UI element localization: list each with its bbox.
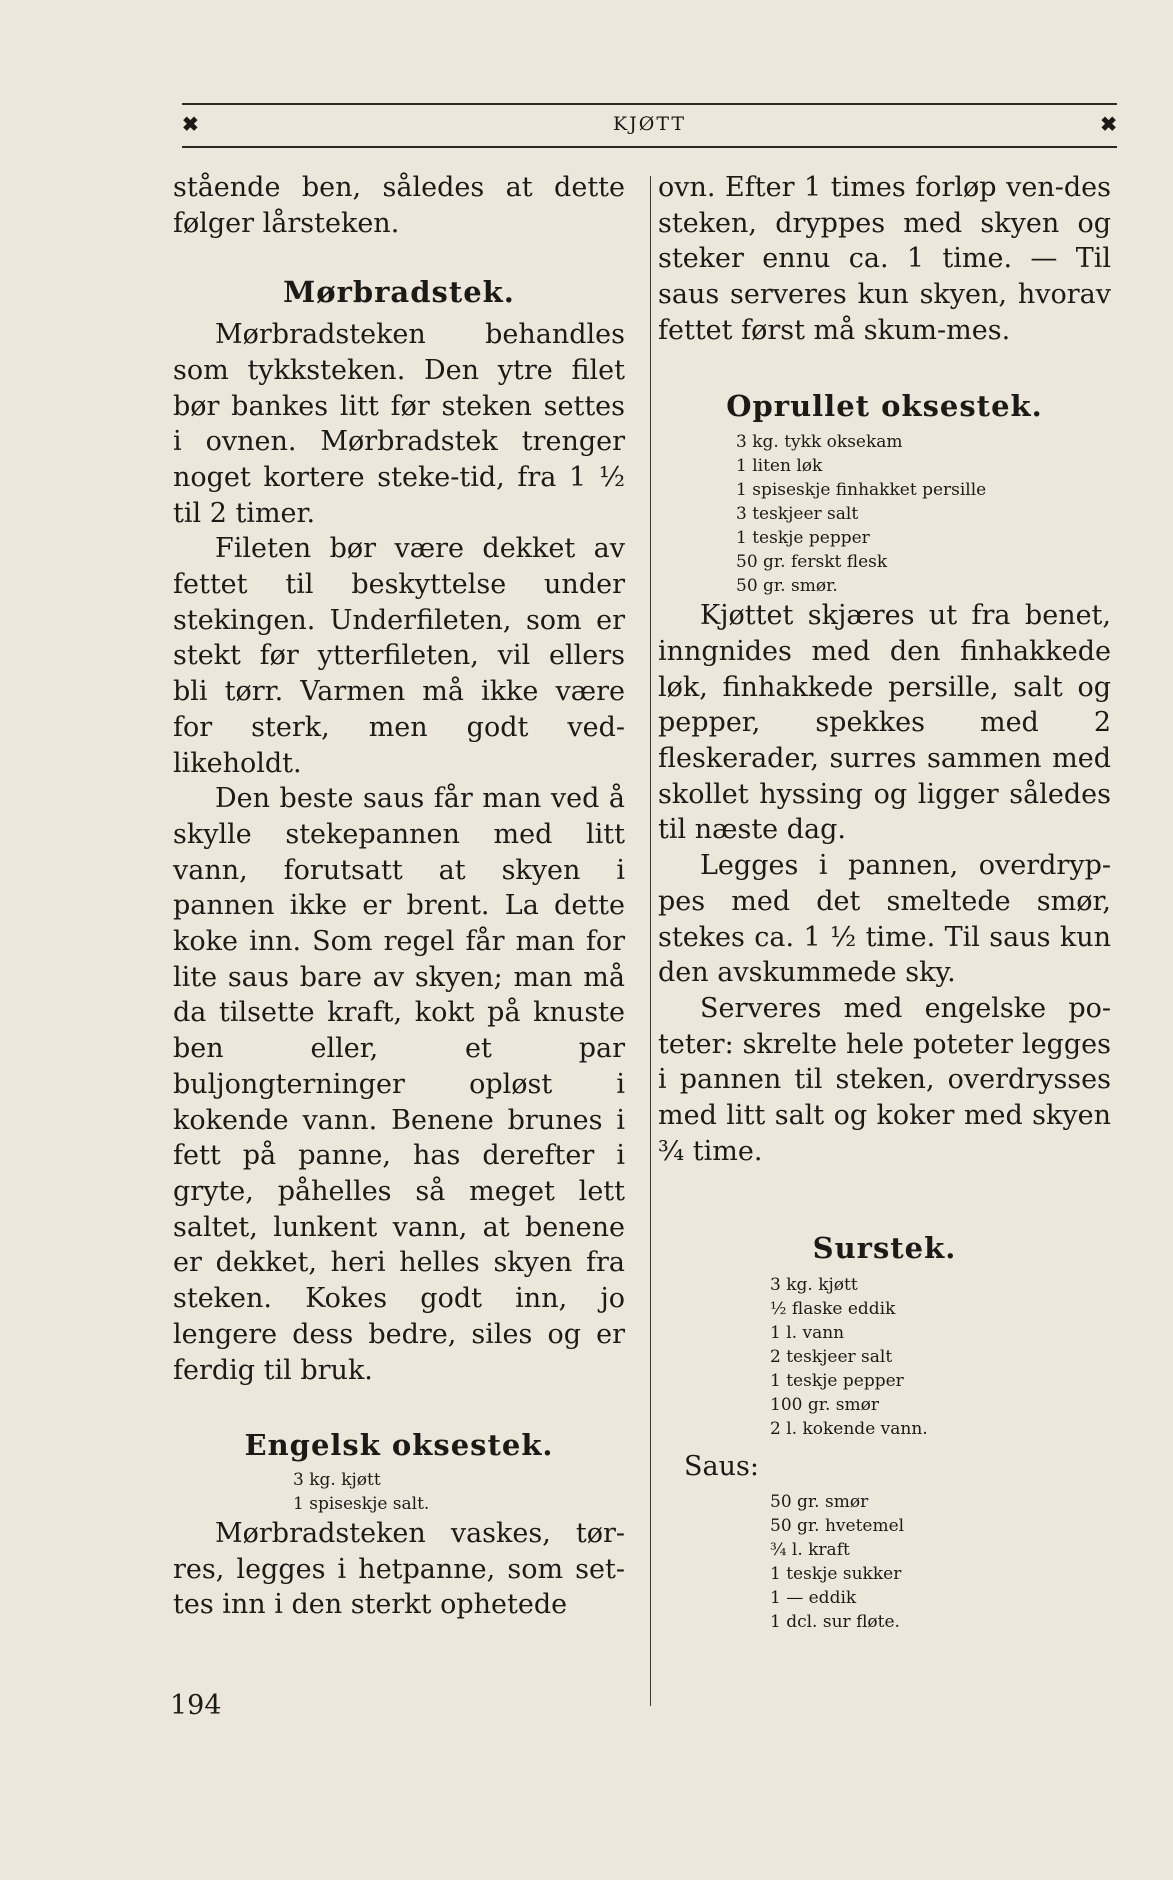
left-column xyxy=(173,170,625,1623)
paragraph-oprullet-2: Legges i pannen, overdryp-pes med det smeltede smør, stekes ca. 1 ½ time. Til saus kun den avskummede sky. xyxy=(658,850,1111,989)
paragraph-morbrad-1: Mørbradsteken behandles som tykksteken. Den ytre filet bør bankes litt før steken settes i ovnen. Mørbradstek trenger noget kortere steke-tid, fra 1 ½ til 2 timer. xyxy=(173,319,625,529)
heading-surstek: Surstek. xyxy=(812,1231,957,1266)
ingredient-item: 1 spiseskje finhakket persille xyxy=(736,480,987,501)
ingredient-item: 100 gr. smør xyxy=(770,1395,880,1416)
saus-ingredient-list xyxy=(770,1490,1111,1634)
paragraph-oprullet-3: Serveres med engelske po-teter: skrelte hele poteter legges i pannen til steken, overdrysses med litt salt og koker med skyen ¾ time. xyxy=(658,992,1111,1167)
paragraph-engelsk-1: Mørbradsteken vaskes, tør-res, legges i hetpanne, som set-tes inn i den sterkt ophetede xyxy=(173,1517,625,1621)
heading-morbradstek: Mørbradstek. xyxy=(283,275,515,310)
ingredient-item: 1 l. vann xyxy=(770,1323,845,1344)
column-divider xyxy=(650,176,651,1706)
ingredient-item: 3 teskjeer salt xyxy=(736,504,859,525)
heading-engelsk-oksestek: Engelsk oksestek. xyxy=(244,1428,554,1463)
saus-label: Saus: xyxy=(684,1451,759,1483)
ingredient-item: ½ flaske eddik xyxy=(770,1299,896,1320)
ingredient-item: 1 — eddik xyxy=(770,1588,857,1609)
paragraph-morbrad-2: Fileten bør være dekket av fettet til beskyttelse under stekingen. Underfileten, som er stekt før ytterfileten, vil ellers bli tørr. Varmen må ikke være for sterk, men godt ved-likeholdt. xyxy=(173,533,625,779)
page-header xyxy=(182,103,1117,147)
ingredient-item: 1 teskje pepper xyxy=(736,528,870,549)
ingredient-item: 50 gr. ferskt flesk xyxy=(736,552,888,573)
ingredient-item: 3 kg. kjøtt xyxy=(293,1469,381,1490)
surstek-ingredient-list xyxy=(770,1273,1111,1441)
header-top-rule xyxy=(182,103,1117,105)
ingredient-item: 1 teskje sukker xyxy=(770,1564,902,1585)
running-head: KJØTT xyxy=(612,113,687,135)
ingredient-item: 50 gr. hvetemel xyxy=(770,1516,905,1537)
ingredient-item: ¾ l. kraft xyxy=(770,1540,850,1561)
ingredient-item: 1 dcl. sur fløte. xyxy=(770,1612,900,1633)
ingredient-item: 3 kg. kjøtt xyxy=(770,1275,858,1296)
ornament-left-icon: ✖ xyxy=(182,112,199,136)
ingredient-item: 2 teskjeer salt xyxy=(770,1347,893,1368)
ingredient-item: 3 kg. tykk oksekam xyxy=(736,432,903,453)
right-column xyxy=(658,170,1111,1634)
oprullet-ingredient-list xyxy=(736,430,1111,598)
ingredient-item: 1 liten løk xyxy=(736,456,823,477)
paragraph-oprullet-1: Kjøttet skjæres ut fra benet, inngnides med den finhakkede løk, finhakkede persille, salt og pepper, spekkes med 2 fleskerader, surres sammen med skollet hyssing og ligger således til næste dag. xyxy=(658,600,1111,846)
header-bottom-rule xyxy=(182,146,1117,148)
ingredient-item: 2 l. kokende vann. xyxy=(770,1419,928,1440)
continued-paragraph: stående ben, således at dette følger lårsteken. xyxy=(173,172,625,239)
engelsk-ingredient-list xyxy=(293,1468,625,1516)
ingredient-item: 1 spiseskje salt. xyxy=(293,1493,430,1514)
paragraph-morbrad-3: Den beste saus får man ved å skylle stekepannen med litt vann, forutsatt at skyen i pannen ikke er brent. La dette koke inn. Som regel får man for lite saus bare av skyen; man må da tilsette kraft, kokt på knuste ben eller, et par buljongterninger opløst i kokende vann. Benene brunes i fett på panne, has derefter i gryte, påhelles så meget lett saltet, lunkent vann, at benene er dekket, heri helles skyen fra steken. Kokes godt inn, jo lengere dess bedre, siles og er ferdig til bruk. xyxy=(173,783,625,1386)
ingredient-item: 1 teskje pepper xyxy=(770,1371,904,1392)
ingredient-item: 50 gr. smør. xyxy=(736,576,838,597)
page-number: 194 xyxy=(170,1690,222,1721)
ingredient-item: 50 gr. smør xyxy=(770,1492,869,1513)
paragraph-engelsk-continued: ovn. Efter 1 times forløp ven-des steken, dryppes med skyen og steker ennu ca. 1 time. — Til saus serveres kun skyen, hvorav fettet først må skum-mes. xyxy=(658,172,1111,346)
ornament-right-icon: ✖ xyxy=(1100,112,1117,136)
heading-oprullet-oksestek: Oprullet oksestek. xyxy=(726,388,1043,423)
